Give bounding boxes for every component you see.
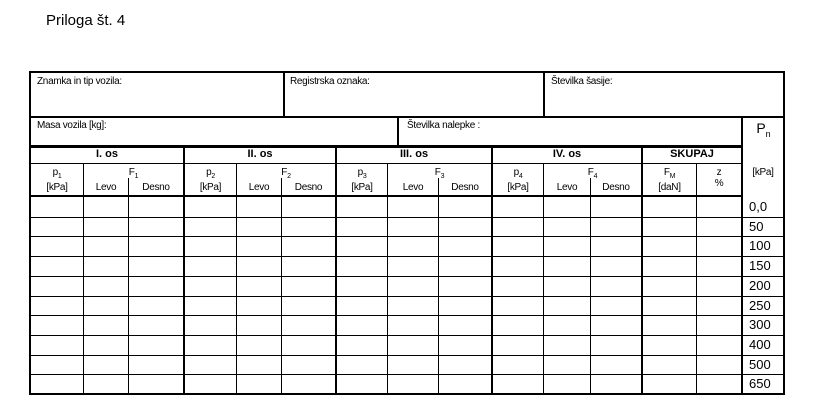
row-divider [29, 296, 785, 297]
divider-v-top1 [283, 71, 285, 117]
p-symbol: $p_3$ [kPa] [351, 167, 373, 193]
levo-label: Levo [556, 182, 578, 193]
group-title-1: I. os [95, 148, 118, 160]
pressure-value: 250 [749, 298, 771, 313]
pressure-value: 100 [749, 238, 771, 253]
group-title-4: IV. os [552, 148, 582, 160]
f-symbol: $F_3$ [434, 167, 445, 180]
pn-unit: [kPa] [752, 167, 774, 178]
desno-label: Desno [294, 182, 323, 193]
divider-header [29, 195, 743, 197]
desno-label: Desno [142, 182, 170, 193]
pressure-value: 150 [749, 258, 771, 273]
brand-type-label: Znamka in tip vozila: [37, 76, 122, 87]
levo-label: Levo [95, 182, 117, 193]
divider-v-top2 [543, 71, 545, 117]
divider-col [438, 178, 439, 395]
divider-row1 [29, 116, 785, 118]
total-title: SKUPAJ [670, 148, 714, 160]
f-symbol: $F_1$ [128, 167, 139, 180]
page-title: Priloga št. 4 [46, 12, 126, 29]
divider-col [281, 178, 282, 395]
pressure-value: 300 [749, 317, 771, 332]
z-symbol: z % [714, 167, 724, 189]
row-divider [29, 374, 785, 375]
divider-col [590, 178, 591, 395]
divider-col [128, 178, 129, 395]
f-symbol: $F_2$ [281, 167, 291, 180]
row-divider [29, 236, 785, 237]
divider-group-title [29, 163, 743, 164]
fm-symbol: $F_M$ [daN] [658, 167, 681, 193]
levo-label: Levo [248, 182, 270, 193]
divider-col [236, 164, 237, 395]
row-divider [29, 276, 785, 277]
pressure-value: 500 [749, 357, 771, 372]
sticker-label: Številka nalepke : [407, 120, 480, 131]
registration-label: Registrska oznaka: [290, 76, 370, 87]
pressure-value: 50 [749, 219, 764, 234]
p-symbol: $p_1$ [kPa] [46, 167, 68, 193]
p-symbol: $p_2$ [kPa] [199, 167, 222, 193]
divider-col [83, 164, 84, 395]
p-symbol: $p_4$ [kPa] [507, 167, 529, 193]
group-title-3: III. os [399, 148, 429, 160]
desno-label: Desno [451, 182, 479, 193]
row-divider [29, 335, 785, 336]
levo-label: Levo [402, 182, 424, 193]
divider-col [696, 164, 697, 395]
f-symbol: $F_4$ [587, 167, 598, 180]
group-title-2: II. os [247, 148, 273, 160]
divider-v-row2 [397, 117, 399, 147]
row-divider [29, 256, 785, 257]
chassis-label: Številka šasije: [551, 76, 613, 87]
row-divider [29, 355, 785, 356]
pressure-value: 0,0 [749, 199, 768, 214]
desno-label: Desno [602, 182, 630, 193]
mass-label: Masa vozila [kg]: [37, 120, 107, 131]
pressure-value: 400 [749, 337, 771, 352]
row-divider [29, 315, 785, 316]
row-divider [29, 217, 785, 218]
pressure-value: 650 [749, 376, 771, 391]
divider-col [543, 164, 544, 395]
divider-col [387, 164, 388, 395]
pressure-value: 200 [749, 278, 771, 293]
pn-header: $P_n$ [756, 120, 771, 139]
